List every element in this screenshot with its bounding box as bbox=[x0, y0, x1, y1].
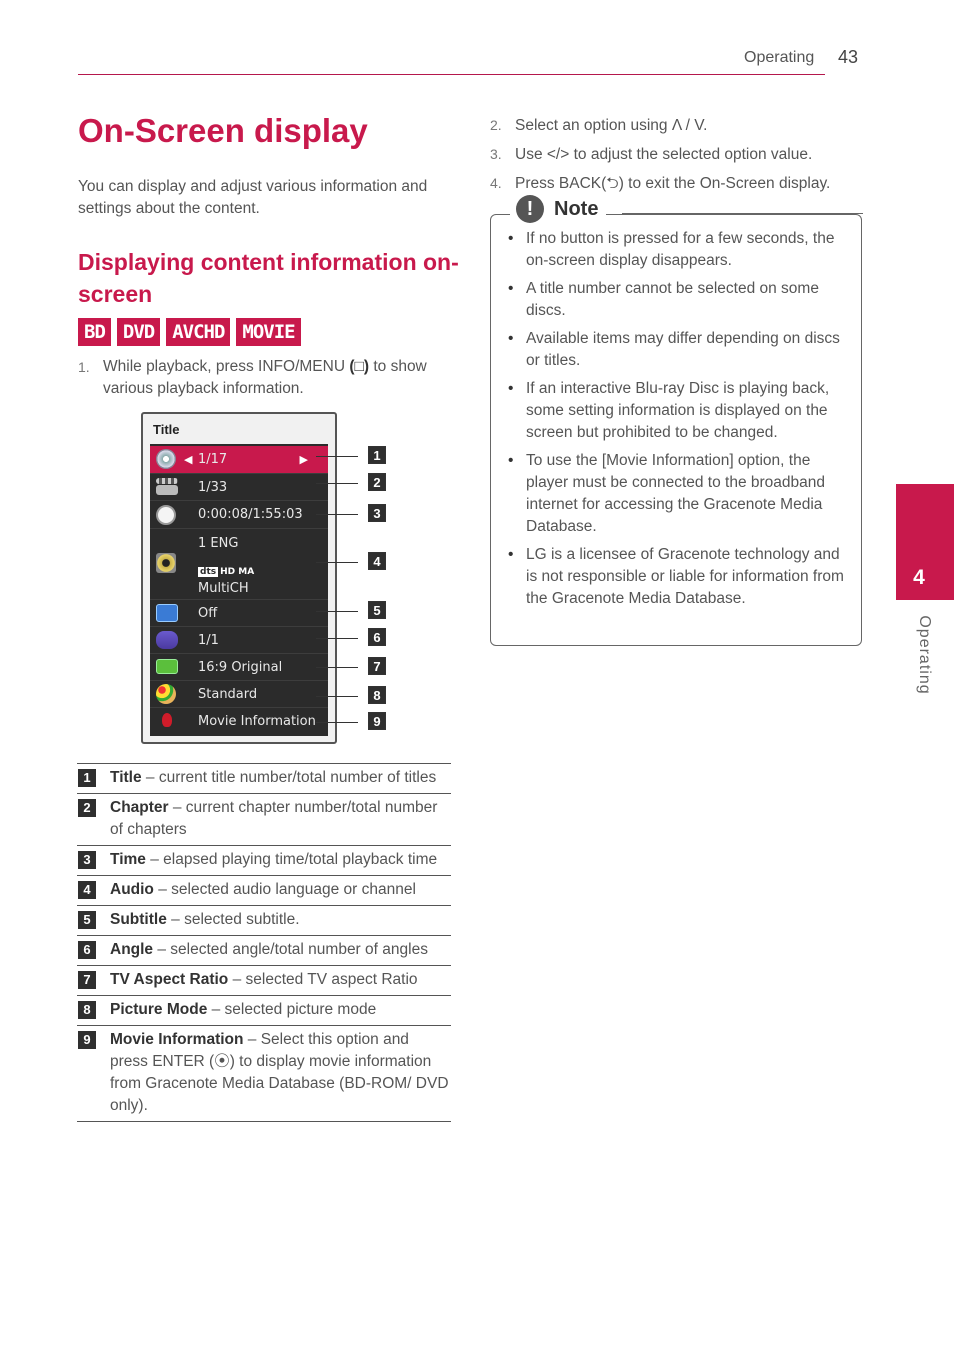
legend-row: 8 Picture Mode – selected picture mode bbox=[77, 996, 451, 1026]
header-rule bbox=[78, 74, 825, 75]
chapter-number: 4 bbox=[913, 566, 925, 589]
osd-row-aspect-ratio[interactable]: 16:9 Original bbox=[150, 654, 328, 681]
badge-dvd: DVD bbox=[117, 318, 160, 346]
marker-6: 6 bbox=[368, 628, 386, 646]
marker-5: 5 bbox=[368, 601, 386, 619]
page-number: 43 bbox=[838, 47, 859, 67]
note-item: • If an interactive Blu-ray Disc is playing back, some setting information is displayed on the screen but prohibited to be changed. bbox=[508, 378, 854, 444]
intro-paragraph: You can display and adjust various information and settings about the content. bbox=[78, 178, 428, 217]
warning-icon: ! bbox=[516, 195, 544, 223]
arrow-left-icon: ◀ bbox=[184, 453, 193, 466]
palette-icon bbox=[156, 684, 176, 704]
step-2: 2. Select an option using Λ / V. bbox=[490, 117, 708, 134]
step-3: 3. Use </> to adjust the selected option value. bbox=[490, 146, 813, 163]
marker-8: 8 bbox=[368, 686, 386, 704]
osd-row-chapter[interactable]: 1/33 bbox=[150, 474, 328, 501]
legend-row: 4 Audio – selected audio language or channel bbox=[77, 876, 451, 906]
marker-9: 9 bbox=[368, 712, 386, 730]
leader-line bbox=[316, 722, 358, 723]
note-header bbox=[510, 195, 606, 223]
note-list bbox=[508, 228, 854, 616]
running-header-section: Operating bbox=[744, 49, 815, 66]
osd-row-audio[interactable]: 1 ENG dts HD MA MultiCH bbox=[150, 529, 328, 600]
marker-2: 2 bbox=[368, 473, 386, 491]
osd-row-time[interactable]: 0:00:08/1:55:03 bbox=[150, 501, 328, 529]
osd-title: Title bbox=[153, 422, 180, 437]
disc-type-badges bbox=[78, 318, 301, 346]
page-title: On-Screen display bbox=[78, 112, 368, 149]
legend-row: 3 Time – elapsed playing time/total playback time bbox=[77, 846, 451, 876]
dts-hd-ma-logo: dts HD MA bbox=[200, 567, 255, 577]
leader-line bbox=[316, 483, 358, 484]
chapter-label: Operating bbox=[916, 615, 933, 695]
legend-row: 5 Subtitle – selected subtitle. bbox=[77, 906, 451, 936]
legend-row: 6 Angle – selected angle/total number of angles bbox=[77, 936, 451, 966]
info-menu-key: (□) bbox=[349, 358, 370, 375]
leader-line bbox=[316, 696, 358, 697]
note-item: • A title number cannot be selected on some discs. bbox=[508, 278, 854, 322]
step-number: 1. bbox=[78, 359, 90, 375]
note-item: • To use the [Movie Information] option, the player must be connected to the broadband internet for accessing the Gracenote Media Database. bbox=[508, 450, 854, 538]
marker-1: 1 bbox=[368, 446, 386, 464]
note-title: Note bbox=[554, 197, 599, 220]
leader-line bbox=[316, 514, 358, 515]
osd-row-angle[interactable]: 1/1 bbox=[150, 627, 328, 654]
leader-line bbox=[316, 667, 358, 668]
step-text: While playback, press INFO/MENU (□) to show various playback information. bbox=[103, 358, 427, 397]
section-heading: Displaying content information on-screen bbox=[78, 249, 459, 307]
arrow-right-icon: ▶ bbox=[299, 453, 308, 466]
leader-line bbox=[316, 456, 358, 457]
badge-movie: MOVIE bbox=[236, 318, 300, 346]
note-item: • If no button is pressed for a few seconds, the on-screen display disappears. bbox=[508, 228, 854, 272]
marker-7: 7 bbox=[368, 657, 386, 675]
steps-list bbox=[490, 111, 862, 198]
clock-icon bbox=[156, 505, 176, 525]
marker-3: 3 bbox=[368, 504, 386, 522]
step-1 bbox=[78, 356, 458, 400]
legend-row: 1 Title – current title number/total number of titles bbox=[77, 764, 451, 794]
leader-line bbox=[316, 611, 358, 612]
osd-row-movie-information[interactable]: Movie Information bbox=[150, 708, 328, 734]
disc-icon bbox=[156, 449, 176, 469]
leader-line bbox=[316, 562, 358, 563]
speaker-icon bbox=[156, 553, 176, 573]
osd-panel bbox=[150, 444, 328, 736]
aspect-ratio-icon bbox=[156, 659, 178, 674]
osd-legend-table bbox=[77, 763, 451, 1122]
note-header-rule bbox=[622, 213, 863, 214]
subtitle-icon bbox=[156, 604, 178, 622]
osd-row-subtitle[interactable]: Off bbox=[150, 600, 328, 627]
legend-row: 9 Movie Information – Select this option and press ENTER (⦿) to display movie information from Gracenote Media Database (BD-ROM/ DVD only). bbox=[77, 1026, 451, 1122]
badge-bd: BD bbox=[78, 318, 111, 346]
legend-row: 2 Chapter – current chapter number/total number of chapters bbox=[77, 794, 451, 846]
osd-row-title[interactable]: ◀ 1/17 ▶ bbox=[150, 446, 328, 474]
gracenote-icon bbox=[162, 713, 172, 727]
badge-avchd: AVCHD bbox=[166, 318, 230, 346]
note-item: • Available items may differ depending on discs or titles. bbox=[508, 328, 854, 372]
step-4: 4. Press BACK(⮌) to exit the On-Screen display. bbox=[490, 175, 831, 192]
camera-icon bbox=[156, 631, 178, 649]
note-item: • LG is a licensee of Gracenote technology and is not responsible or liable for information from the Gracenote Media Database. bbox=[508, 544, 854, 610]
osd-row-picture-mode[interactable]: Standard bbox=[150, 681, 328, 708]
clapper-icon bbox=[156, 478, 178, 484]
marker-4: 4 bbox=[368, 552, 386, 570]
leader-line bbox=[316, 638, 358, 639]
on-screen-display-mock bbox=[141, 412, 337, 744]
legend-row: 7 TV Aspect Ratio – selected TV aspect Ratio bbox=[77, 966, 451, 996]
